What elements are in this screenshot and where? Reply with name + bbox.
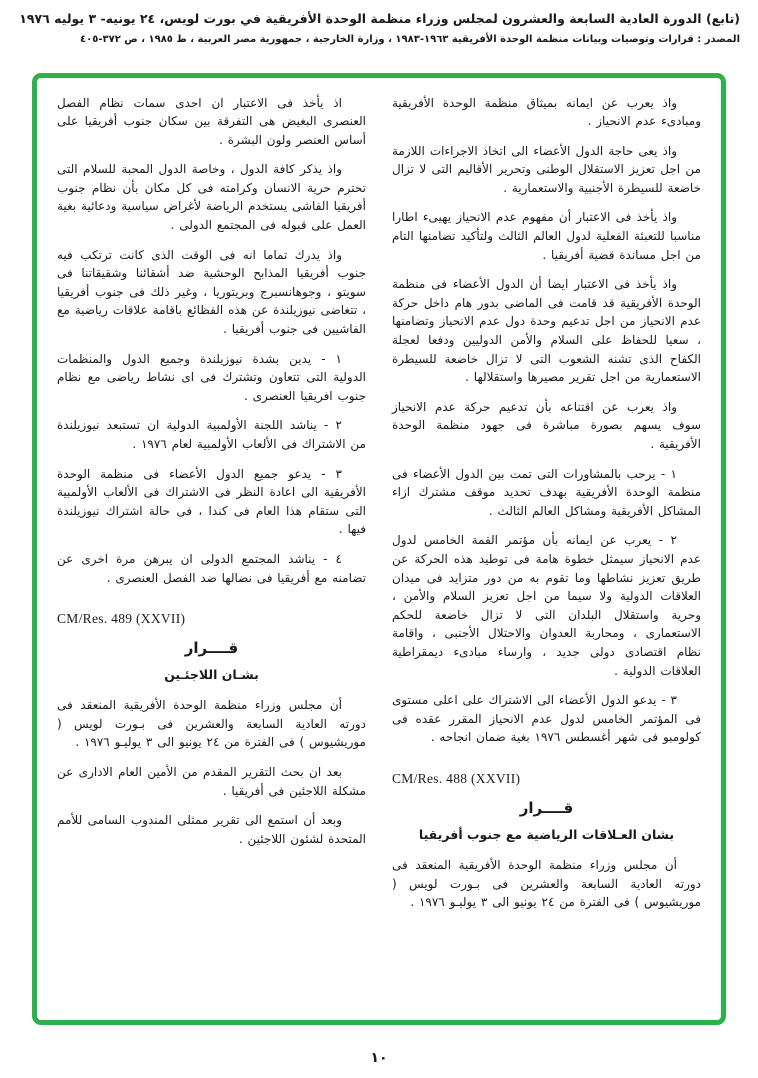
numbered-clause: ٢ - يناشد اللجنة الأولمبية الدولية ان تستبعد نيوزيلندة من الاشتراك فى الألعاب الأولمبية لعام ١٩٧٦ . — [57, 418, 366, 451]
resolution-subject: بشان العـلاقات الرياضية مع جنوب أفريقيا — [418, 826, 675, 842]
left-column — [57, 94, 366, 1004]
resolution-subject: بشـان اللاجئـين — [164, 667, 259, 683]
numbered-clause: ٣ - يدعو جميع الدول الأعضاء فى منظمة الوحدة الأفريقية الى اعادة النظر فى الاشتراك فى الألعاب الأولمبية التى ستقام هذا العام فى كندا ، فى حالة اشتراك نيوزيلندة فيها . — [57, 466, 366, 537]
page-number: ١٠ — [370, 1050, 388, 1066]
numbered-clause: ٤ - يناشد المجتمع الدولى ان يبرهن مرة اخرى عن تضامنه مع أفريقيا فى نضالها ضد الفصل العنصرى . — [57, 551, 366, 585]
preamble-paragraph: واذ يأخذ فى الاعتبار ايضا أن الدول الأعضاء فى منظمة الوحدة الأفريقية قد قامت فى الماضى بدور هام داخل حركة عدم الانحياز من اجل تدعيم وحدة دول عدم الانحياز وتضامنها ، سعيا للحفاظ على السلام والأمن الدوليين ودفعا لعجلة الكفاح الذى تشنه الشعوب التى لا تزال خاضعة للسيطرة الاستعمارية من اجل تقرير مصيرها واستقلالها . — [392, 277, 701, 385]
resolution-heading: قــــرار — [184, 639, 239, 658]
resolution-opening-paragraph: أن مجلس وزراء منظمة الوحدة الأفريقية المنعقد فى دورته العادية السابعة والعشرين فى بـورت لويس ( موريشيوس ) فى الفترة من ٢٤ يونيو الى ٣ يوليـو ١٩٧٦ . — [392, 857, 701, 910]
numbered-clause: ٢ - يعرب عن ايمانه بأن مؤتمر القمة الخامس لدول عدم الانحياز سيمثل خطوة هامة فى توطيد هذه الحركة عن طريق تعزيز نشاطها وما تقوم به من دور متزايد فى ميدان العلاقات الدولية ولا سيما من اجل تعزيز السلام والأمن ، وحرية واستقلال البلدان التى لا تزال خاضعة للحكم الاستعمارى ، ومحاربة العدوان والاحتلال الأجنبى ، واقامة نظام اقتصادى دولى جديد ، وارساء مبادىء ديمقراطية العلاقات الدولية . — [392, 533, 701, 678]
preamble-paragraph: واذ يعرب عن ايمانه بميثاق منظمة الوحدة الأفريقية ومبادىء عدم الانحياز . — [392, 95, 701, 129]
preamble-paragraph: واذ يذكر كافة الدول ، وخاصة الدول المحبة للسلام التى تحترم حرية الانسان وكرامته فى كل مكان بأن نظام جنوب أفريقيا الفاشى يستخدم الرياضة لأغراض سياسية ودعائية بغية العمل على قبوله فى المجتمع الدولى . — [57, 162, 366, 233]
numbered-clause: ١ - يرحب بالمشاورات التى تمت بين الدول الأعضاء فى منظمة الوحدة الأفريقية بهدف تحديد موقف مشترك ازاء المشاكل الأفريقية ومشاكل العالم الثالث . — [392, 466, 701, 518]
page-header — [0, 0, 758, 47]
preamble-paragraph: واذ يعى حاجة الدول الأعضاء الى اتخاذ الاجراءات اللازمة من اجل تعزيز الاستقلال الوطنى وتحرير الأقاليم التى لا تزال خاضعة للسيطرة الأجنبية والاستعمارية . — [392, 143, 701, 195]
resolution-opening-paragraph: أن مجلس وزراء منظمة الوحدة الأفريقية المنعقد فى دورته العادية السابعة والعشرين فى بـورت لويس ( موريشيوس ) فى الفترة من ٢٤ يونيو الى ٣ يوليـو ١٩٧٦ . — [57, 698, 366, 750]
resolution-code-488: CM/Res. 488 (XXVII) — [392, 770, 521, 786]
right-column — [392, 94, 701, 1004]
resolution-body-paragraph: بعد ان بحث التقرير المقدم من الأمين العام الادارى عن مشكلة اللاجئين فى أفريقيا . — [57, 764, 366, 798]
page-footer — [0, 1050, 758, 1066]
preamble-paragraph: واذ يدرك تماما انه فى الوقت الذى كانت ترتكب فيه جنوب أفريقيا المذابح الوحشية ضد أشقائنا وشقيقاتنا فى سويتو ، وجوهانسبرج وبريتوريا ، وغير ذلك فى جنوب أفريقيا ، تتغاضى نيوزيلندة عن هذه الفظائع باقامة علاقات رياضية مع الفاشيين فى جنوب أفريقيا . — [57, 247, 366, 337]
preamble-paragraph: واذ يأخذ فى الاعتبار أن مفهوم عدم الانحياز يهيىء اطارا مناسبا للتعبئة الفعلية لدول العالم الثالث ولتأكيد تضامنها التام من اجل مساندة قضية أفريقيا . — [392, 210, 701, 262]
two-column-text-block — [57, 94, 701, 1004]
header-session-title: (تابع) الدورة العادية السابعة والعشرون لمجلس وزراء منظمة الوحدة الأفريقية في بورت لويس، ٢٤ يونيه- ٣ يوليه ١٩٧٦ — [19, 11, 740, 26]
resolution-code-489: CM/Res. 489 (XXVII) — [57, 611, 186, 627]
preamble-paragraph: اذ يأخذ فى الاعتبار ان احدى سمات نظام الفصل العنصرى البغيض هى التفرقة بين سكان جنوب أفريقيا على أساس العنصر ولون البشرة . — [57, 95, 366, 147]
resolution-heading: قــــرار — [519, 798, 574, 817]
green-border-frame — [32, 73, 726, 1025]
preamble-paragraph: واذ يعرب عن اقتناعه بأن تدعيم حركة عدم الانحياز سوف يسهم بصورة مباشرة فى جهود منظمة الوحدة الأفريقية . — [392, 399, 701, 451]
numbered-clause: ١ - يدين بشدة نيوزيلندة وجميع الدول والمنظمات الدولية التى تتعاون وتشترك فى اى نشاط رياضى مع نظام جنوب افريقيا العنصرى . — [57, 351, 366, 403]
numbered-clause: ٣ - يدعو الدول الأعضاء الى الاشتراك على اعلى مستوى فى المؤتمر الخامس لدول عدم الانحياز المقرر عقده فى كولومبو فى شهر أغسطس ١٩٧٦ بغية ضمان انجاحه . — [392, 693, 701, 745]
header-source-note: المصدر : قرارات وتوصيات وبيانات منظمة الوحدة الأفريقية ١٩٦٣-١٩٨٣ ، وزارة الخارجية ، جمهورية مصر العربية ، ط ١٩٨٥ ، ص ٣٧٢-٤٠٥ — [80, 33, 740, 45]
resolution-body-paragraph: وبعد أن استمع الى تقرير ممثلى المندوب السامى للأمم المتحدة لشئون اللاجئين . — [57, 813, 366, 846]
